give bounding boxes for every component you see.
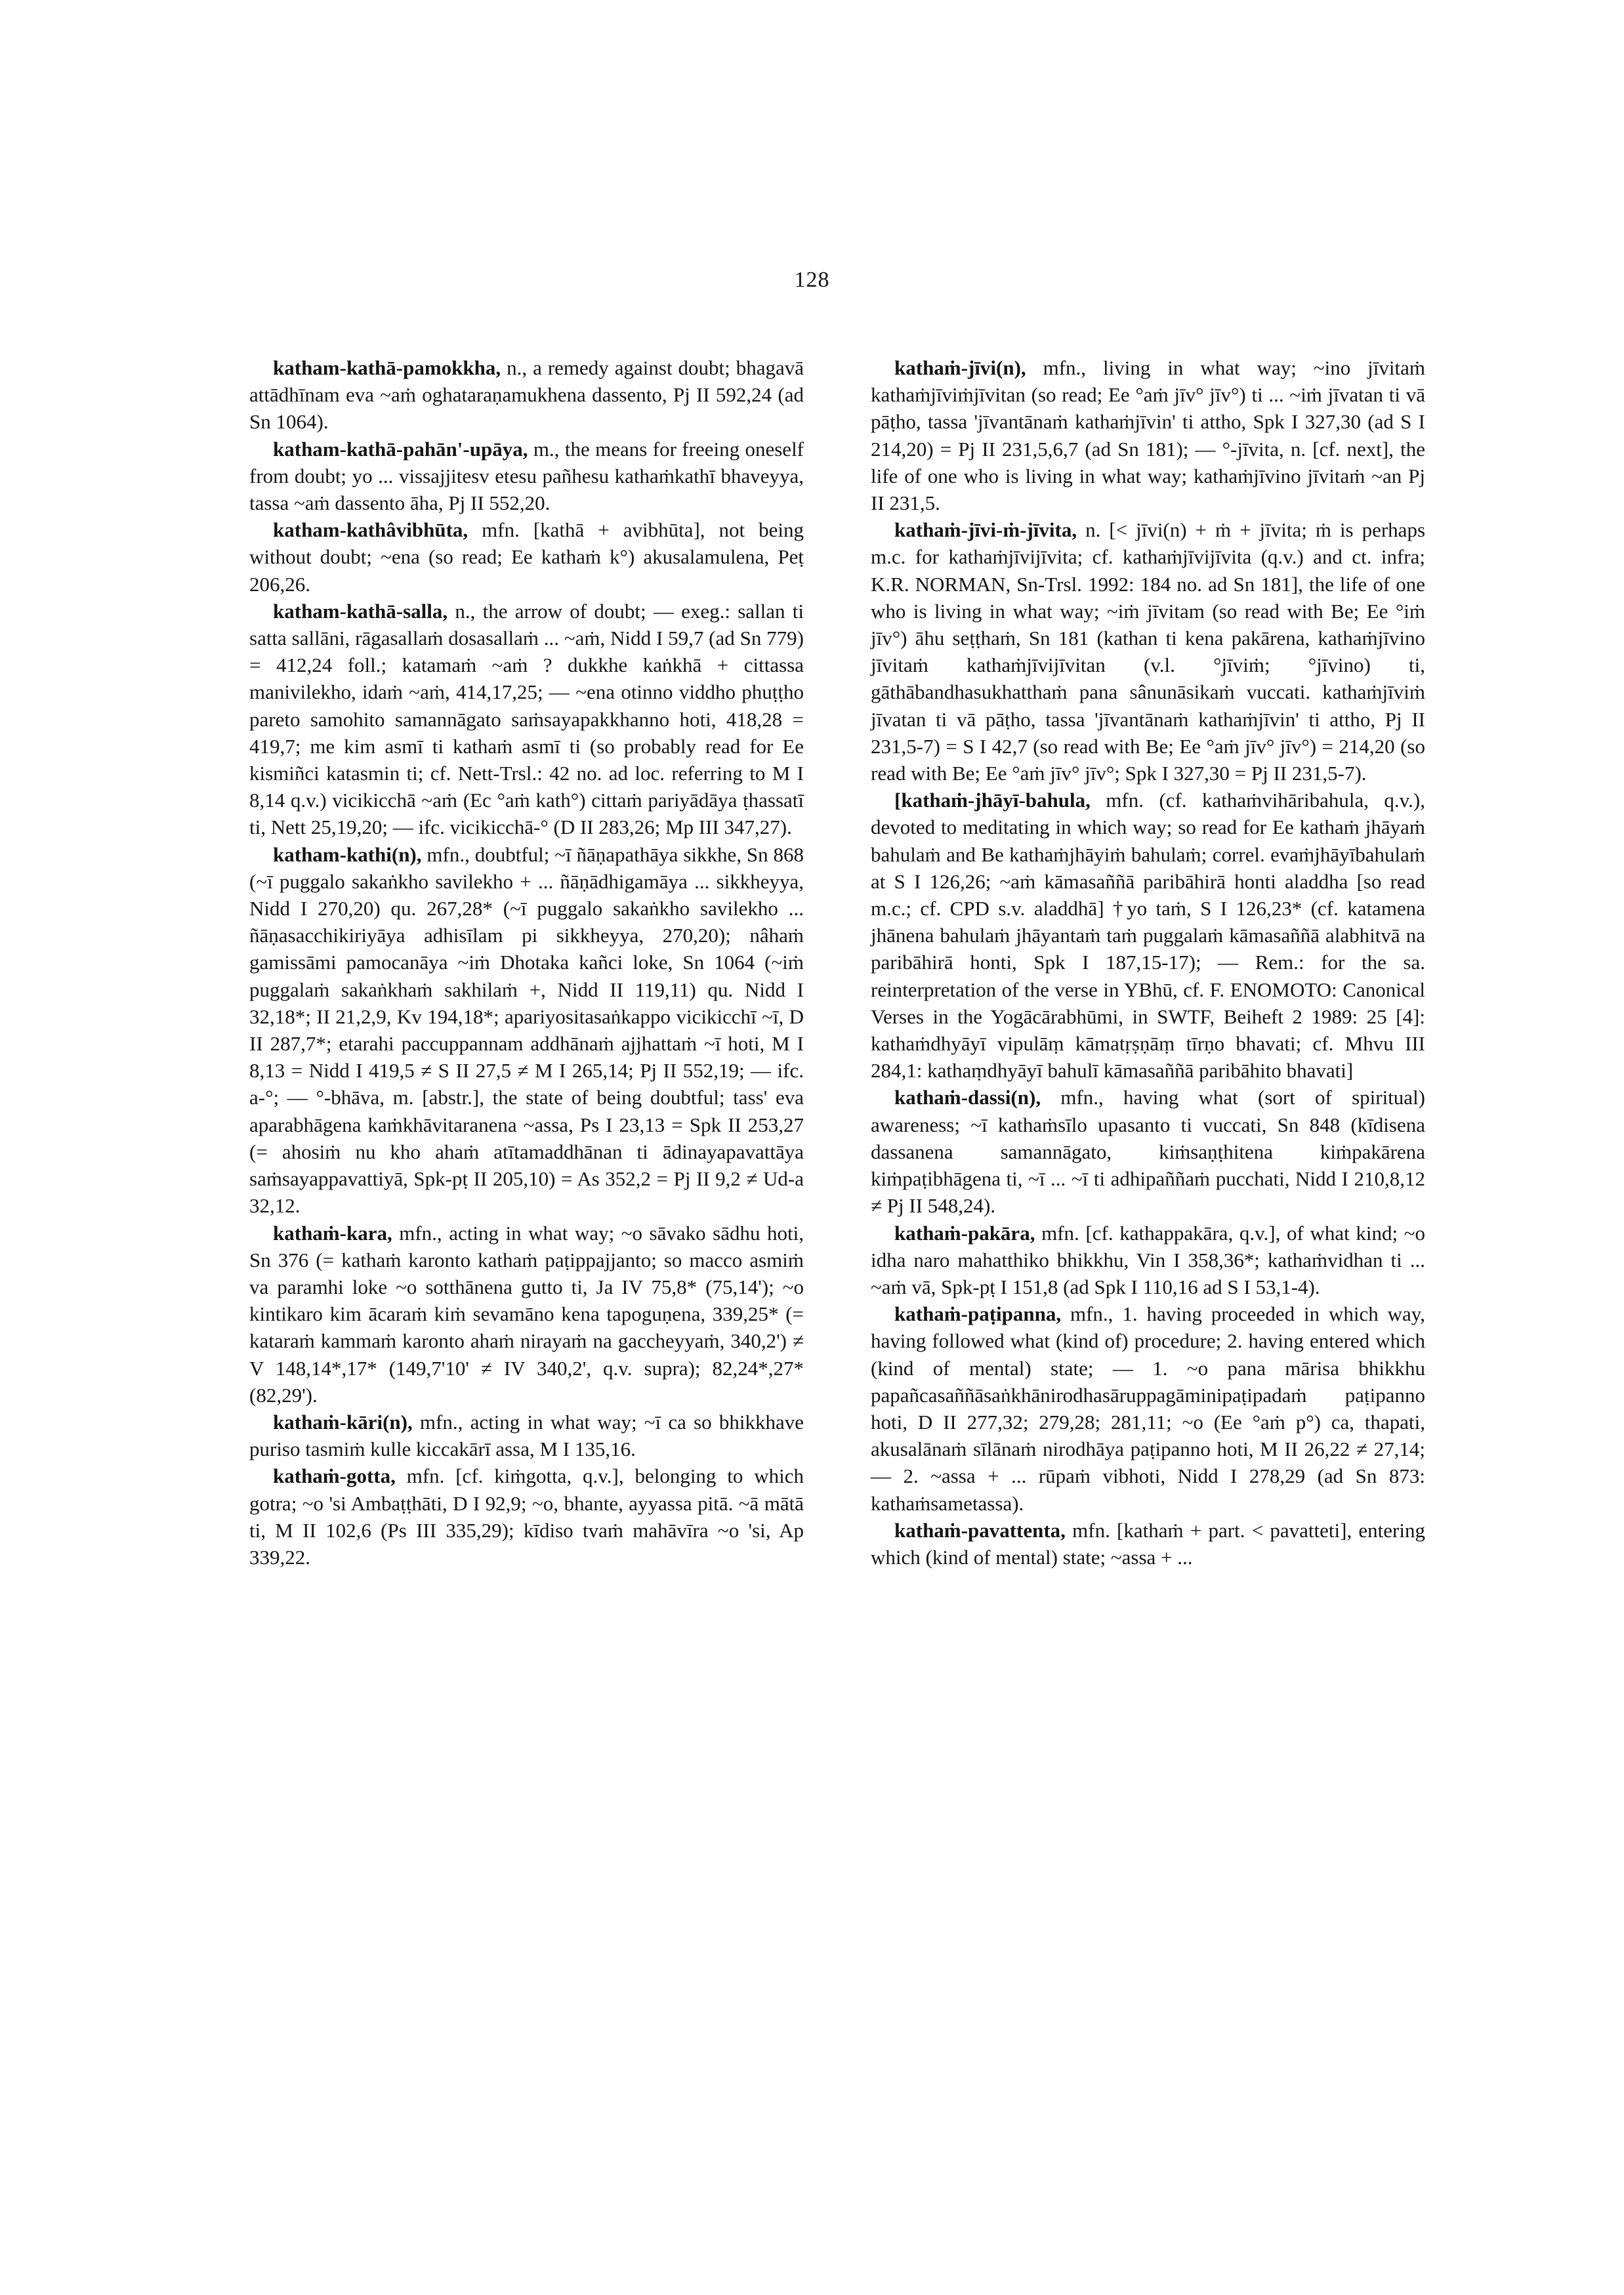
entry-body: mfn., acting in what way; ~ī ca so bhikkhave puriso tasmiṁ kulle kiccakārī assa, M I 135,16. [249, 1410, 804, 1461]
dictionary-entry [871, 1220, 1425, 1301]
entry-headword: kathaṁ-jīvi(n), [894, 356, 1026, 379]
dictionary-entry [871, 1517, 1425, 1571]
right-column [871, 354, 1425, 1571]
dictionary-entry [249, 841, 804, 1220]
entry-body: mfn., living in what way; ~ino jīvitaṁ kathaṁjīviṁjīvitan (so read; Ee °aṁ jīv° jīv°) ti ... ~iṁ jīvatan ti vā pāṭho, tassa 'jīvantānaṁ kathaṁjīvin' ti attho, Spk I 327,30 (ad S I 214,20) = Pj II 231,5,6,7 (ad Sn 181); — °-jīvita, n. [cf. next], the life of one who is living in what way; kathaṁjīvino jīvitaṁ ~an Pj II 231,5. [871, 356, 1425, 515]
dictionary-entry [249, 436, 804, 517]
entry-body: mfn., 1. having proceeded in which way, having followed what (kind of) procedure; 2. having entered which (kind of mental) state; — 1. ~o pana mārisa bhikkhu papañcasaññāsaṅkhānirodhasāruppagāminipaṭipadaṁ paṭipanno hoti, D II 277,32; 279,28; 281,11; ~o (Ee °aṁ p°) ca, thapati, akusalānaṁ sīlānaṁ nirodhāya paṭipanno hoti, M II 26,22 ≠ 27,14; — 2. ~assa + ... rūpaṁ vibhoti, Nidd I 278,29 (ad Sn 873: kathaṁsametassa). [871, 1302, 1425, 1515]
entry-headword: kathaṁ-gotta, [273, 1464, 396, 1488]
dictionary-entry [249, 516, 804, 598]
entry-headword: kathaṁ-kāri(n), [273, 1410, 413, 1434]
entry-headword: kathaṁ-jīvi-ṁ-jīvita, [894, 518, 1077, 542]
dictionary-entry [249, 1409, 804, 1462]
entry-headword: katham-kathā-pamokkha, [273, 356, 501, 379]
entry-body: mfn. (cf. kathaṁvihāribahula, q.v.), devoted to meditating in which way; so read for Ee kathaṁ jhāyaṁ bahulaṁ and Be kathaṁjhāyiṁ bahulaṁ; correl. evaṁjhāyībahulaṁ at S I 126,26; ~aṁ kāmasaññā paribāhirā honti aladdha [so read m.c.; cf. CPD s.v. aladdhā] †yo taṁ, S I 126,23* (cf. katamena jhānena bahulaṁ jhāyantaṁ taṁ puggalaṁ kāmasaññā alabhitvā na paribāhirā honti, Spk I 187,15-17); — Rem.: for the sa. reinterpretation of the verse in YBhū, cf. F. ENOMOTO: Canonical Verses in the Yogācārabhūmi, in SWTF, Beiheft 2 1989: 25 [4]: kathaṁdhyāyī vipulāṃ kāmatṛṣṇāṃ tīrṇo bhavati; cf. Mhvu III 284,1: kathaṃdhyāyī bahulī kāmasaññā paribāhito bhavati] [871, 789, 1425, 1083]
page-number: 128 [794, 268, 830, 292]
dictionary-entry [871, 516, 1425, 787]
dictionary-entry [871, 787, 1425, 1084]
dictionary-entry [871, 354, 1425, 516]
dictionary-entry [249, 598, 804, 841]
entry-headword: katham-kathâvibhūta, [273, 518, 468, 542]
entry-body: mfn., acting in what way; ~o sāvako sādhu hoti, Sn 376 (= kathaṁ karonto kathaṁ paṭippajjanto; so macco asmiṁ va paramhi loke ~o sotthānena gutto ti, Ja IV 75,8* (75,14'); ~o kintikaro kim ācaraṁ kiṁ sevamāno kena tapoguṇena, 339,25* (= kataraṁ kammaṁ karonto ahaṁ nirayaṁ na gaccheyyaṁ, 340,2') ≠ V 148,14*,17* (149,7'10' ≠ IV 340,2', q.v. supra); 82,24*,27* (82,29'). [249, 1221, 804, 1407]
entry-body: n., a remedy against doubt; bhagavā attādhīnam eva ~aṁ oghataraṇamukhena dassento, Pj II 592,24 (ad Sn 1064). [249, 356, 804, 434]
entry-headword: [kathaṁ-jhāyī-bahula, [894, 789, 1091, 812]
entry-body: mfn. [cf. kiṁgotta, q.v.], belonging to which gotra; ~o 'si Ambaṭṭhāti, D I 92,9; ~o, bhante, ayyassa pitā. ~ā mātā ti, M II 102,6 (Ps III 335,29); kīdiso tvaṁ mahāvīra ~o 'si, Ap 339,22. [249, 1464, 804, 1569]
entry-body: n. [< jīvi(n) + ṁ + jīvita; ṁ is perhaps m.c. for kathaṁjīvijīvita; cf. kathaṁjīvijīvita (q.v.) and ct. infra; K.R. NORMAN, Sn-Trsl. 1992: 184 no. ad Sn 181], the life of one who is living in what way; ~iṁ jīvitam (so read with Be; Ee °iṁ jīv°) āhu seṭṭhaṁ, Sn 181 (kathan ti kena pakārena, kathaṁjīvino jīvitaṁ kathaṁjīvijīvitan (v.l. °jīviṁ; °jīvino) ti, gāthābandhasukhatthaṁ pana sânunāsikaṁ vuccati. kathaṁjīviṁ jīvatan ti vā pāṭho, tassa 'jīvantānaṁ kathaṁjīvin' ti attho, Pj II 231,5-7) = S I 42,7 (so read with Be; Ee °aṁ jīv° jīv°) = 214,20 (so read with Be; Ee °aṁ jīv° jīv°; Spk I 327,30 = Pj II 231,5-7). [871, 518, 1426, 785]
dictionary-entry [871, 1300, 1425, 1517]
entry-body: m., the means for freeing oneself from doubt; yo ... vissajjitesv etesu pañhesu kathaṁkathī bhaveyya, tassa ~aṁ dassento āha, Pj II 552,20. [249, 437, 804, 515]
entry-body: mfn., having what (sort of spiritual) awareness; ~ī kathaṁsīlo upasanto ti vuccati, Sn 848 (kīdisena dassanena samannāgato, kiṁsaṇṭhitena kiṁpakārena kiṁpaṭibhāgena ti, ~ī ... ~ī ti adhipaññaṁ pucchati, Nidd I 210,8,12 ≠ Pj II 548,24). [871, 1086, 1425, 1218]
dictionary-entry [249, 1220, 804, 1409]
entry-headword: kathaṁ-paṭipanna, [894, 1302, 1062, 1326]
left-column [249, 354, 804, 1571]
dictionary-entry [249, 1462, 804, 1571]
entry-headword: kathaṁ-kara, [273, 1221, 392, 1245]
entry-body: mfn. [kathā + avibhūta], not being without doubt; ~ena (so read; Ee kathaṁ k°) akusalamulena, Peṭ 206,26. [249, 518, 804, 596]
entry-headword: katham-kathi(n), [273, 842, 422, 866]
entry-body: n., the arrow of doubt; — exeg.: sallan ti satta sallāni, rāgasallaṁ dosasallaṁ ... ~aṁ, Nidd I 59,7 (ad Sn 779) = 412,24 foll.; katamaṁ ~aṁ ? dukkhe kaṅkhā + cittassa manivilekho, idaṁ ~aṁ, 414,17,25; — ~ena otinno viddho phuṭṭho pareto samohito samannāgato saṁsayapakkhanno hoti, 418,28 = 419,7; me kim asmī ti kathaṁ asmī ti (so probably read for Ee kismiñci katasmin ti; cf. Nett-Trsl.: 42 no. ad loc. referring to M I 8,14 q.v.) vicikicchā ~aṁ (Ec °aṁ kath°) cittaṁ pariyādāya ṭhassatī ti, Nett 25,19,20; — ifc. vicikicchā-° (D II 283,26; Mp III 347,27). [249, 599, 804, 839]
entry-body: mfn., doubtful; ~ī ñāṇapathāya sikkhe, Sn 868 (~ī puggalo sakaṅkho savilekho + ... ñāṇādhigamāya ... sikkheyya, Nidd I 270,20) qu. 267,28* (~ī puggalo sakaṅkho savilekho ... ñāṇasacchikiriyāya adhisīlam pi sikkheyya, 270,20); nâhaṁ gamissāmi pamocanāya ~iṁ Dhotaka kañci loke, Sn 1064 (~iṁ puggalaṁ sakaṅkhaṁ sakhilaṁ +, Nidd II 119,11) qu. Nidd I 32,18*; II 21,2,9, Kv 194,18*; apariyositasaṅkappo vicikicchī ~ī, D II 287,7*; etarahi paccuppannam addhānaṁ ajjhattaṁ ~ī hoti, M I 8,13 = Nidd I 419,5 ≠ S II 27,5 ≠ M I 265,14; Pj II 552,19; — ifc. a-°; — °-bhāva, m. [abstr.], the state of being doubtful; tass' eva aparabhāgena kaṁkhāvitaranena ~assa, Ps I 23,13 = Spk II 253,27 (= ahosiṁ nu kho ahaṁ atītamaddhānan ti ādinayapavattāya saṁsayappavattiyā, Spk-pṭ II 205,10) = As 352,2 = Pj II 9,2 ≠ Ud-a 32,12. [249, 842, 804, 1218]
entry-headword: katham-kathā-pahān'-upāya, [273, 437, 528, 461]
entry-headword: kathaṁ-pavattenta, [894, 1518, 1066, 1542]
entry-headword: katham-kathā-salla, [273, 599, 448, 623]
entry-body: mfn. [kathaṁ + part. < pavatteti], entering which (kind of mental) state; ~assa + ... [871, 1518, 1425, 1569]
dictionary-entry [249, 354, 804, 436]
entry-headword: kathaṁ-dassi(n), [894, 1086, 1041, 1109]
entry-headword: kathaṁ-pakāra, [894, 1221, 1035, 1245]
dictionary-entry [871, 1084, 1425, 1219]
entry-body: mfn. [cf. kathappakāra, q.v.], of what kind; ~o idha naro mahatthiko bhikkhu, Vin I 358,36*; kathaṁvidhan ti ... ~aṁ vā, Spk-pṭ I 151,8 (ad Spk I 110,16 ad S I 53,1-4). [871, 1221, 1426, 1298]
